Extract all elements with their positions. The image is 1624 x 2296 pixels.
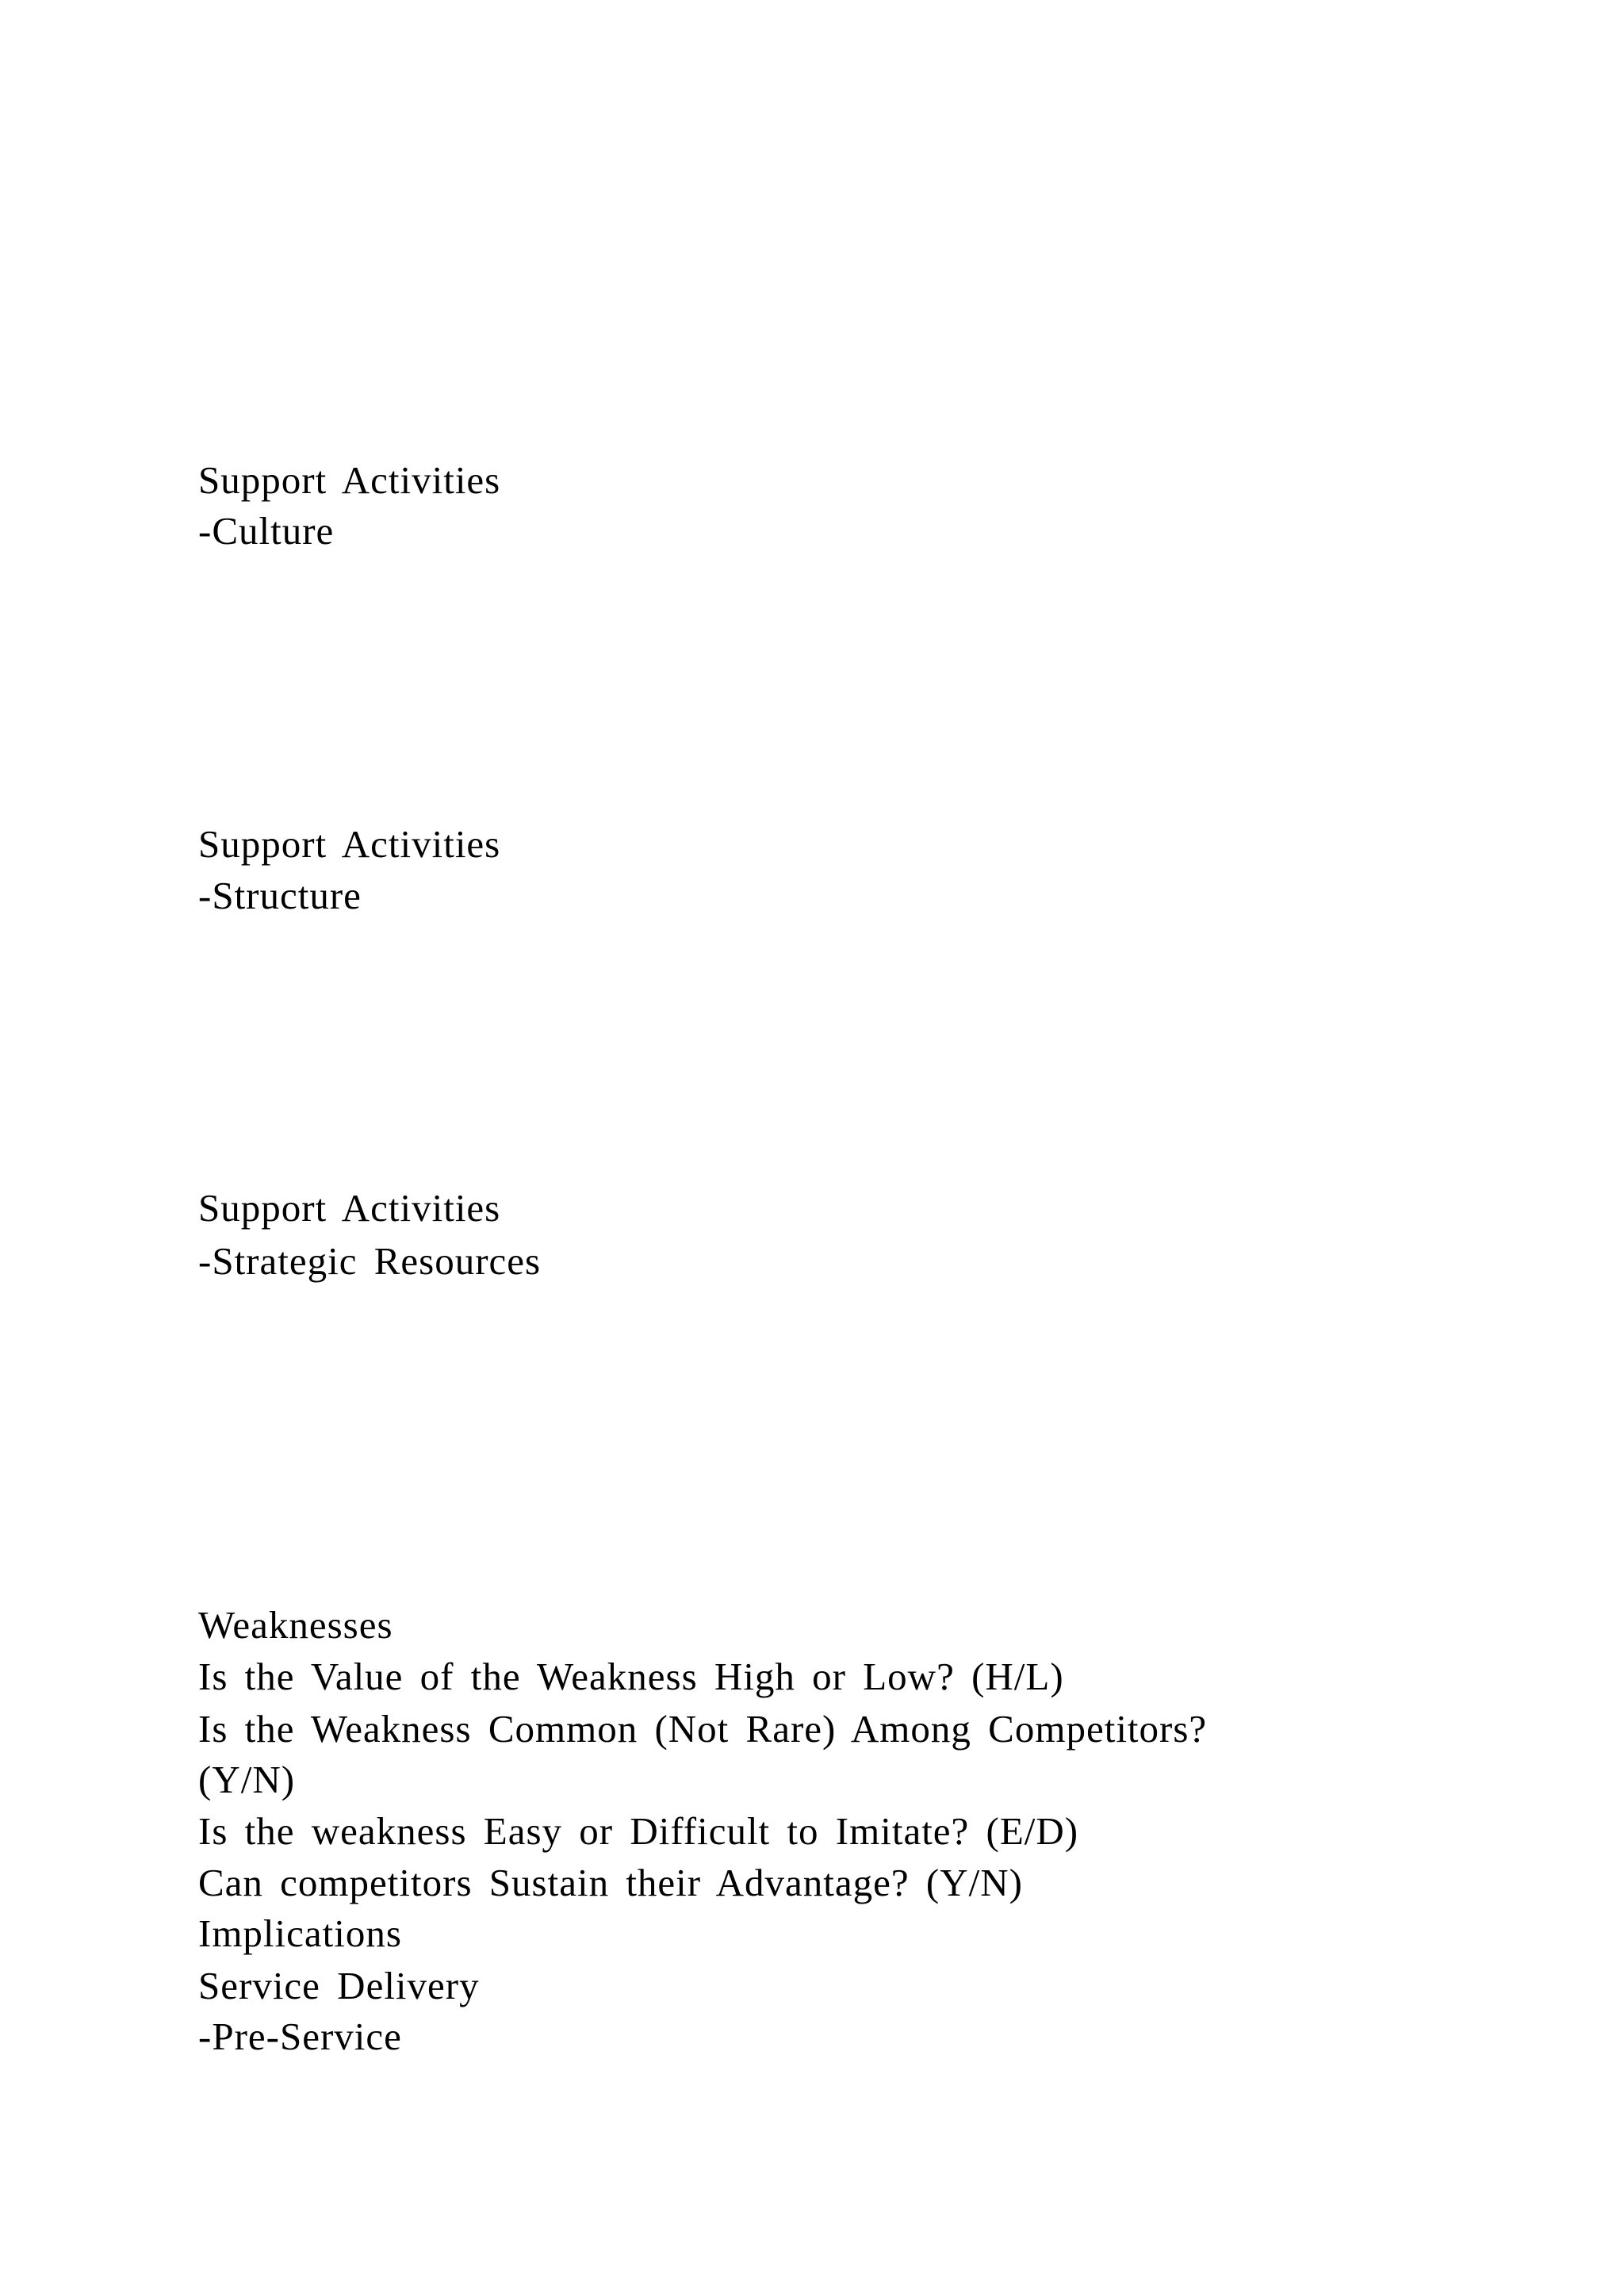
weakness-rarity-question: Is the Weakness Common (Not Rare) Among Competitors?	[198, 1707, 1208, 1751]
weaknesses-heading: Weaknesses	[198, 1603, 393, 1647]
strategic-item: -Strategic Resources	[198, 1239, 542, 1283]
structure-heading: Support Activities	[198, 822, 501, 866]
culture-item: -Culture	[198, 509, 335, 553]
weakness-imitability-question: Is the weakness Easy or Difficult to Imitate? (E/D)	[198, 1809, 1079, 1853]
weakness-value-question: Is the Value of the Weakness High or Low? (H/L)	[198, 1655, 1064, 1698]
implications-label: Implications	[198, 1911, 402, 1955]
weakness-rarity-answer-key: (Y/N)	[198, 1758, 296, 1801]
strategic-heading: Support Activities	[198, 1186, 501, 1230]
weakness-sustain-question: Can competitors Sustain their Advantage? (Y/N)	[198, 1861, 1023, 1904]
culture-heading: Support Activities	[198, 458, 501, 502]
pre-service-item: -Pre-Service	[198, 2015, 402, 2058]
service-delivery-heading: Service Delivery	[198, 1964, 480, 2007]
structure-item: -Structure	[198, 874, 362, 917]
